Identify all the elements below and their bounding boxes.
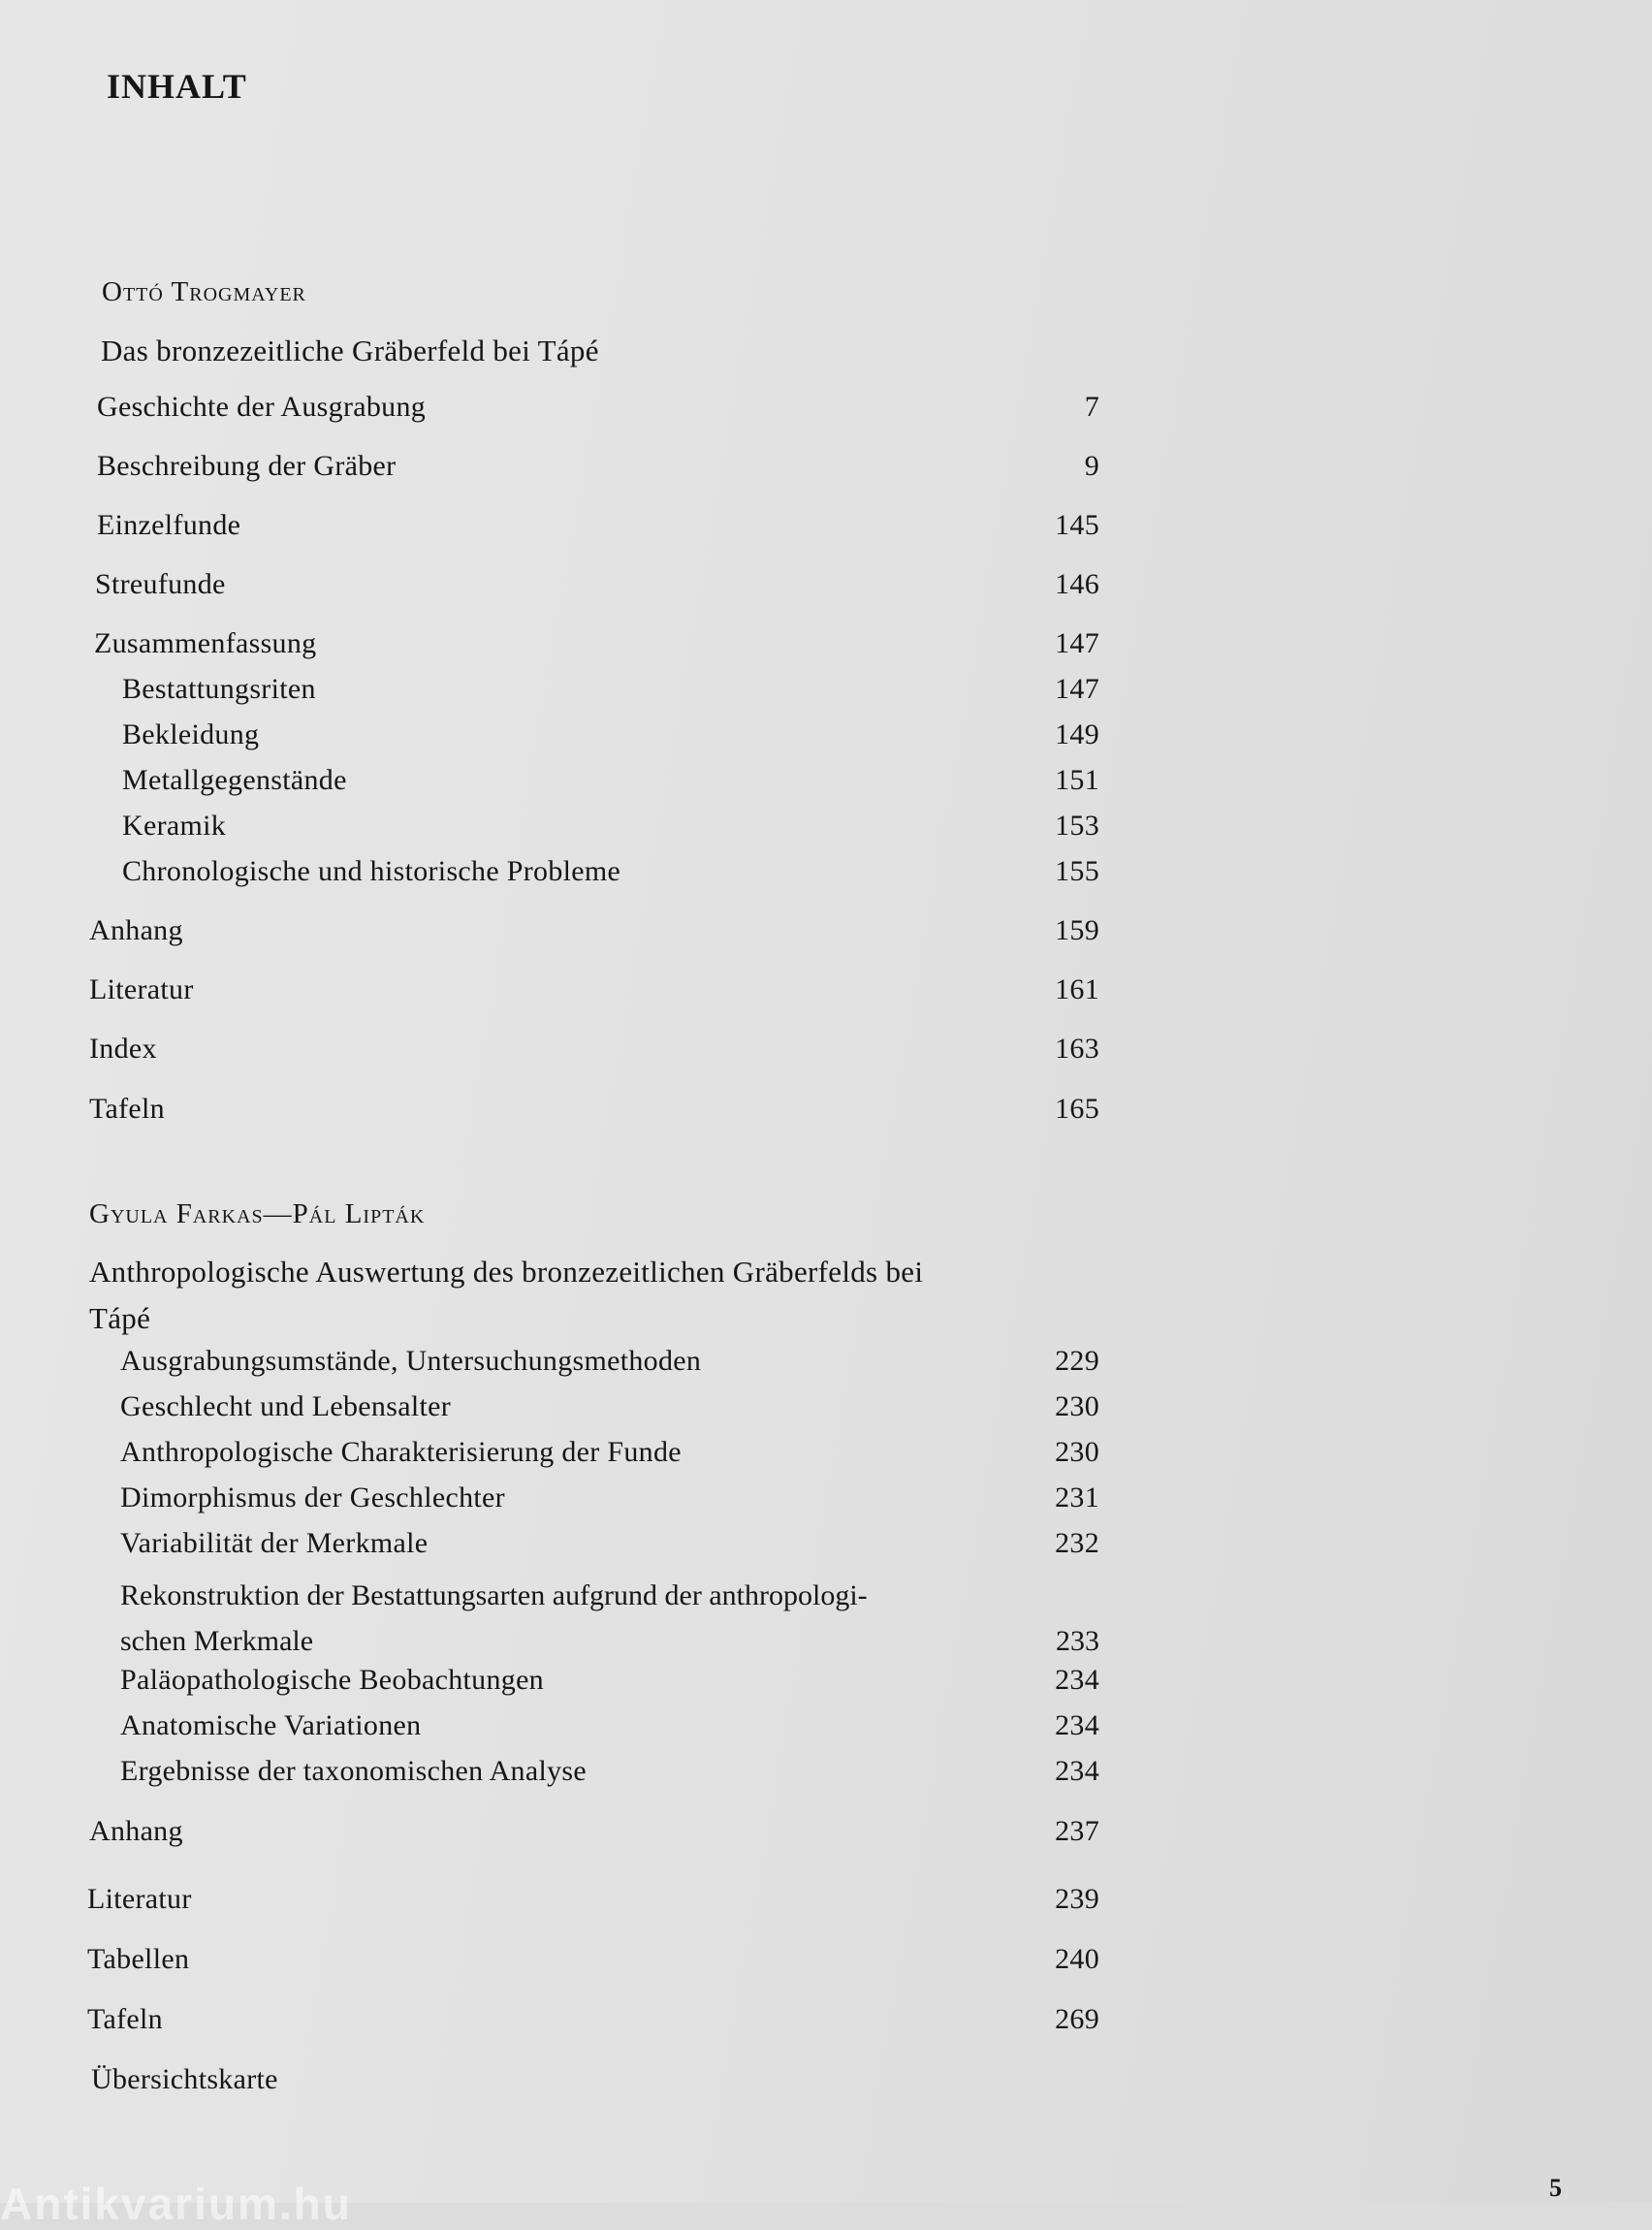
toc-entry-page: 147 <box>1055 627 1099 659</box>
toc-entry-page: 149 <box>1055 718 1099 750</box>
toc-subentry <box>120 1664 1099 1706</box>
toc-entry-label: Dimorphismus der Geschlechter <box>120 1481 505 1513</box>
toc-entry-label: Keramik <box>122 810 227 842</box>
toc-entry-page: 231 <box>1055 1481 1099 1513</box>
toc-entry-label: Tafeln <box>87 2003 163 2035</box>
page-title: INHALT <box>107 67 247 106</box>
toc-entry <box>97 391 1099 433</box>
toc-entry <box>87 1943 1099 1986</box>
toc-entry-page: 240 <box>1055 1943 1099 1975</box>
toc-entry-page: 147 <box>1055 673 1099 705</box>
toc-entry-label: Zusammenfassung <box>94 627 317 659</box>
toc-entry <box>87 2003 1099 2046</box>
toc-entry-label: Literatur <box>89 973 194 1005</box>
toc-entry-label: Variabilität der Merkmale <box>120 1527 429 1559</box>
toc-entry-label: Bestattungsriten <box>122 673 316 705</box>
toc-entry-label: Streufunde <box>95 568 226 600</box>
toc-entry <box>89 973 1099 1016</box>
section1-author: Ottó Trogmayer <box>102 276 306 307</box>
toc-entry-label: Einzelfunde <box>97 509 241 541</box>
toc-entry-label: Paläopathologische Beobachtungen <box>120 1664 544 1696</box>
toc-entry-page: 153 <box>1055 810 1099 842</box>
toc-entry-page: 233 <box>1056 1625 1099 1657</box>
toc-entry-page: 230 <box>1055 1390 1099 1422</box>
toc-entry-label-line2: schen Merkmale <box>120 1625 314 1657</box>
toc-entry <box>95 568 1099 611</box>
toc-entry-page: 239 <box>1055 1883 1099 1915</box>
toc-entry-label-line1: Rekonstruktion der Bestattungsarten aufgrund der anthropologi- <box>120 1579 868 1611</box>
toc-entry <box>89 1093 1099 1135</box>
toc-entry-page: 234 <box>1055 1755 1099 1787</box>
toc-entry-page: 237 <box>1055 1815 1099 1847</box>
toc-entry <box>94 627 1099 670</box>
toc-subentry <box>120 1436 1099 1479</box>
toc-subentry <box>120 1709 1099 1752</box>
toc-entry-page: 145 <box>1055 509 1099 541</box>
toc-entry-label: Anhang <box>89 914 183 946</box>
page-number: 5 <box>1549 2174 1562 2202</box>
toc-entry-label: Ausgrabungsumstände, Untersuchungsmethoden <box>120 1345 702 1377</box>
toc-entry-label: Anthropologische Charakterisierung der Funde <box>120 1436 682 1468</box>
toc-subentry-wrapped <box>120 1573 1099 1664</box>
toc-entry-label: Geschichte der Ausgrabung <box>97 391 427 423</box>
toc-entry-page: 229 <box>1055 1345 1099 1377</box>
toc-entry-page: 151 <box>1055 764 1099 796</box>
toc-entry-label: Chronologische und historische Probleme <box>122 855 621 887</box>
toc-entry-page: 234 <box>1055 1709 1099 1741</box>
toc-subentry <box>122 673 1099 716</box>
toc-entry-label: Tafeln <box>89 1093 165 1125</box>
section2-author: Gyula Farkas—Pál Lipták <box>89 1198 426 1229</box>
toc-entry <box>91 2063 1099 2106</box>
toc-subentry <box>120 1755 1099 1798</box>
toc-entry-page: 232 <box>1055 1527 1099 1559</box>
toc-entry-page: 9 <box>1084 450 1099 482</box>
toc-entry <box>97 509 1099 552</box>
toc-entry <box>89 1815 1099 1858</box>
toc-entry <box>87 1883 1099 1926</box>
toc-subentry <box>120 1481 1099 1524</box>
toc-entry-page: 161 <box>1055 973 1099 1005</box>
toc-entry-label: Literatur <box>87 1883 192 1915</box>
toc-subentry <box>122 855 1099 898</box>
toc-entry-page: 7 <box>1084 391 1099 423</box>
toc-entry-label: Anatomische Variationen <box>120 1709 422 1741</box>
toc-entry-label: Ergebnisse der taxonomischen Analyse <box>120 1755 587 1787</box>
toc-entry-label: Tabellen <box>87 1943 190 1975</box>
section1-title: Das bronzezeitliche Gräberfeld bei Tápé <box>101 334 599 367</box>
toc-entry-page: 269 <box>1055 2003 1099 2035</box>
toc-entry-label: Index <box>89 1033 157 1065</box>
toc-entry-label: Metallgegenstände <box>122 764 347 796</box>
toc-subentry <box>122 764 1099 807</box>
toc-entry-label: Beschreibung der Gräber <box>97 450 397 482</box>
toc-entry-page: 146 <box>1055 568 1099 600</box>
toc-entry <box>97 450 1099 493</box>
toc-entry-label: Geschlecht und Lebensalter <box>120 1390 451 1422</box>
toc-subentry <box>120 1390 1099 1433</box>
toc-entry-page: 230 <box>1055 1436 1099 1468</box>
toc-entry-page: 155 <box>1055 855 1099 887</box>
toc-entry-page: 159 <box>1055 914 1099 946</box>
toc-entry-label: Bekleidung <box>122 718 260 750</box>
section2-title-line2: Tápé <box>89 1301 151 1335</box>
toc-entry <box>89 914 1099 957</box>
toc-subentry <box>120 1345 1099 1387</box>
toc-entry-page: 234 <box>1055 1664 1099 1696</box>
toc-subentry <box>120 1527 1099 1570</box>
toc-entry <box>89 1033 1099 1075</box>
toc-entry-label: Übersichtskarte <box>91 2063 278 2095</box>
toc-subentry <box>122 718 1099 761</box>
toc-entry-page: 163 <box>1055 1033 1099 1065</box>
watermark: Antikvarium.hu <box>0 2179 352 2229</box>
section2-title-line1: Anthropologische Auswertung des bronzezeitlichen Gräberfelds bei <box>89 1255 924 1289</box>
toc-subentry <box>122 810 1099 852</box>
toc-entry-label: Anhang <box>89 1815 183 1847</box>
toc-entry-page: 165 <box>1055 1093 1099 1125</box>
